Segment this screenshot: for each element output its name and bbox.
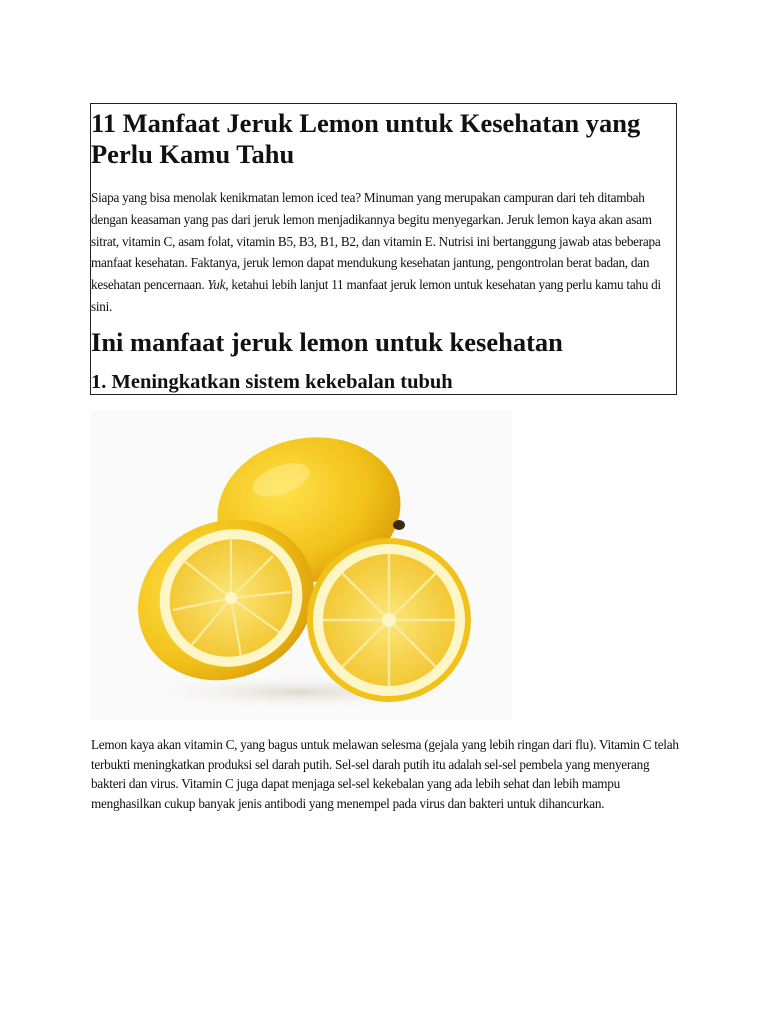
section-heading: Ini manfaat jeruk lemon untuk kesehatan	[91, 327, 563, 357]
half-lemon-right	[307, 538, 471, 702]
intro-text-part1: Siapa yang bisa menolak kenikmatan lemon iced tea? Minuman yang merupakan campuran dari teh ditambah dengan keasaman yang pas dari jeruk lemon menjadikannya begitu menyegarkan. Jeruk lemon kaya akan asam sitrat, vitamin C, asam folat, vitamin B5, B3, B1, B2, dan vitamin E. Nutrisi ini bertanggung jawab atas beberapa manfaat kesehatan. Faktanya, jeruk lemon dapat mendukung kesehatan jantung, pengontrolan berat badan, dan kesehatan pencernaan.	[91, 190, 661, 293]
article-header-box	[90, 103, 677, 395]
lemon-photo	[91, 410, 512, 720]
intro-paragraph	[91, 187, 676, 318]
article-title: 11 Manfaat Jeruk Lemon untuk Kesehatan yang Perlu Kamu Tahu	[91, 108, 641, 169]
lemon-illustration	[91, 410, 512, 720]
intro-italic-word: Yuk	[207, 277, 226, 293]
subheading-1: 1. Meningkatkan sistem kekebalan tubuh	[91, 371, 453, 393]
intro-text-part2: , ketahui lebih lanjut 11 manfaat jeruk lemon untuk kesehatan yang perlu kamu tahu di sini.	[91, 277, 661, 314]
paragraph-1: Lemon kaya akan vitamin C, yang bagus untuk melawan selesma (gejala yang lebih ringan dari flu). Vitamin C telah terbukti meningkatkan produksi sel darah putih. Sel-sel darah putih itu adalah sel-sel pembela yang menyerang bakteri dan virus. Vitamin C juga dapat menjaga sel-sel kekebalan yang ada lebih sehat dan lebih mampu menghasilkan cukup banyak jenis antibodi yang menempel pada virus dan bakteri untuk dihancurkan.	[91, 737, 679, 811]
